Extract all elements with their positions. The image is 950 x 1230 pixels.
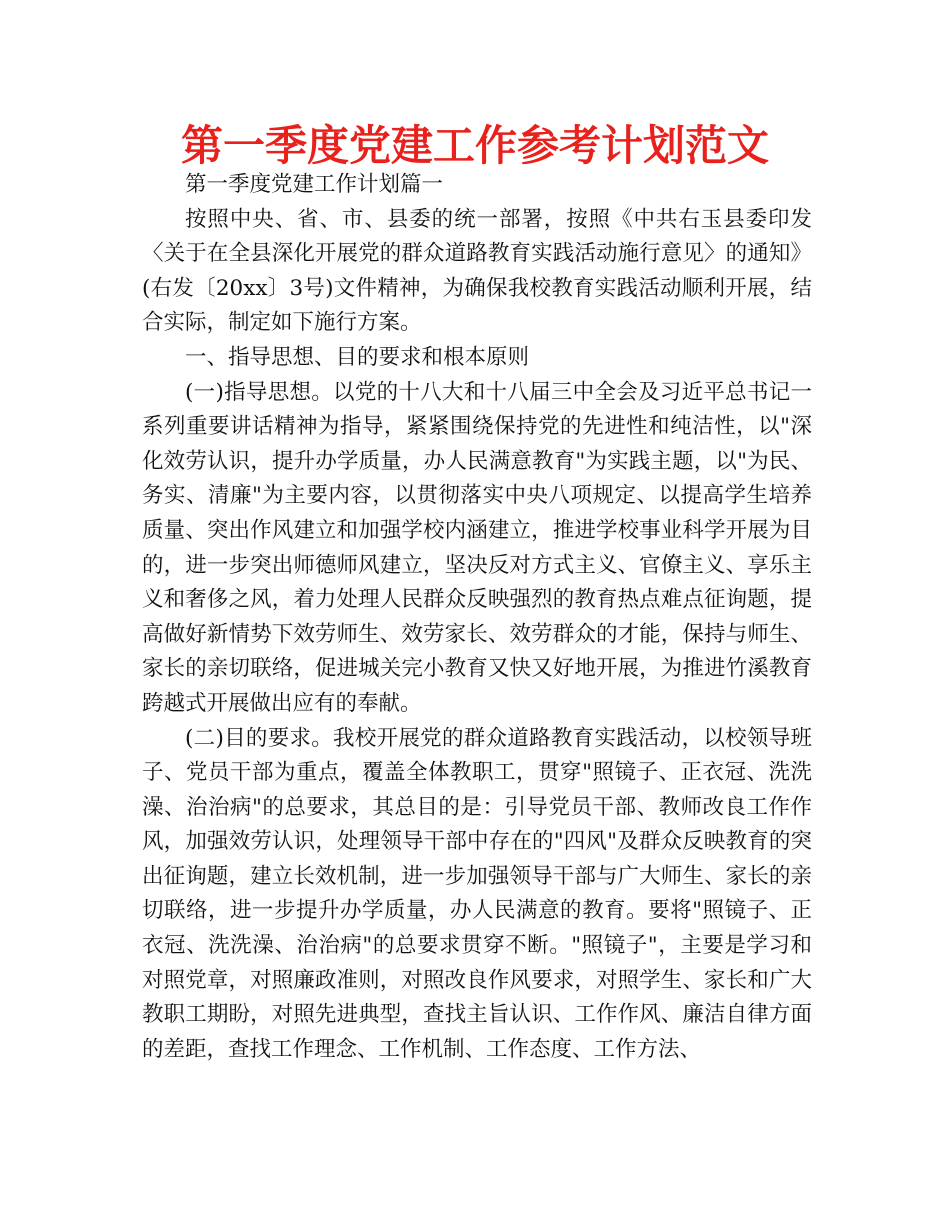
section-heading: 一、指导思想、目的要求和根本原则 xyxy=(185,344,530,370)
section-heading: 第一季度党建工作计划篇一 xyxy=(185,172,444,197)
paragraph-guiding-thought: (一)指导思想。以党的十八大和十八届三中全会及习近平总书记一系列重要讲话精神为指导，紧紧围绕保持党的先进性和纯洁性，以"深化效劳认识，提升办学质量，办人民满意教育"为实践主题，以"为民、务实、清廉"为主要内容，以贯彻落实中央八项规定、以提高学生培养质量、突出作风建立和加强学校内涵建立，推进学校事业科学开展为目的，进一步突出师德师风建立，坚决反对方式主义、官僚主义、享乐主义和奢侈之风，着力处理人民群众反映强烈的教育热点难点征询题，提高做好新情势下效劳师生、效劳家长、效劳群众的才能，保持与师生、家长的亲切联络，促进城关完小教育又快又好地开展，为推进竹溪教育跨越式开展做出应有的奉献。 xyxy=(142,379,812,716)
paragraph-goals: (二)目的要求。我校开展党的群众道路教育实践活动，以校领导班子、党员干部为重点，覆盖全体教职工，贯穿"照镜子、正衣冠、洗洗澡、治治病"的总要求，其总目的是：引导党员干部、教师改良工作作风，加强效劳认识，处理领导干部中存在的"四风"及群众反映教育的突出征询题，建立长效机制，进一步加强领导干部与广大师生、家长的亲切联络，进一步提升办学质量，办人民满意的教育。要将"照镜子、正衣冠、洗洗澡、治治病"的总要求贯穿不断。"照镜子"，主要是学习和对照党章，对照廉政准则，对照改良作风要求，对照学生、家长和广大教职工期盼，对照先进典型，查找主旨认识、工作作风、廉洁自律方面的差距，查找工作理念、工作机制、工作态度、工作方法、 xyxy=(142,725,812,1062)
paragraph-intro: 按照中央、省、市、县委的统一部署，按照《中共右玉县委印发〈关于在全县深化开展党的群众道路教育实践活动施行意见〉的通知》(右发〔20xx〕3号)文件精神，为确保我校教育实践活动顺利开展，结合实际，制定如下施行方案。 xyxy=(142,206,812,336)
document-title: 第一季度党建工作参考计划范文 xyxy=(180,121,769,170)
document-body xyxy=(142,168,812,1067)
